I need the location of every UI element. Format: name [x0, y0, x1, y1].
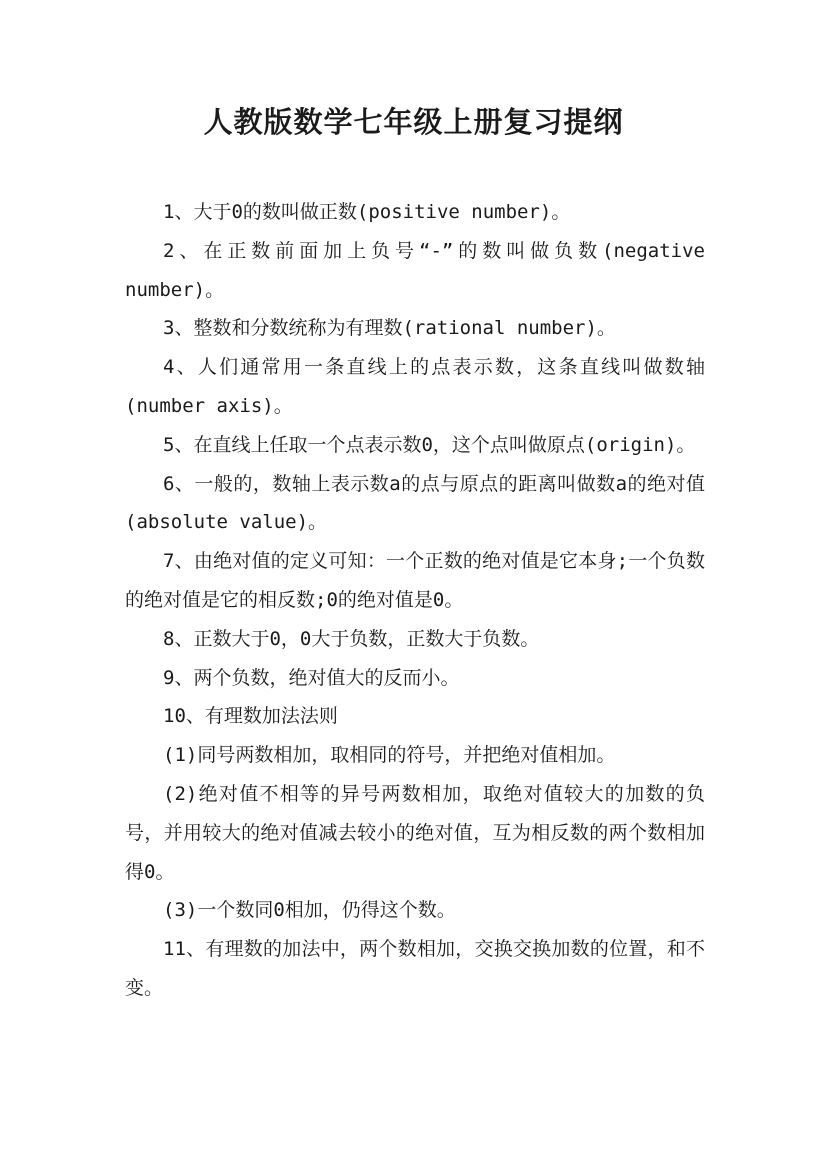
- paragraph-5: 5、在直线上任取一个点表示数0，这个点叫做原点(origin)。: [163, 433, 696, 456]
- paragraph-10-rule-2: (2)绝对值不相等的异号两数相加，取绝对值较大的加数的负号，并用较大的绝对值减去较小的绝对值，互为相反数的两个数相加得0。: [125, 782, 705, 883]
- document-body: [125, 193, 705, 1008]
- paragraph-6: 6、一般的，数轴上表示数a的点与原点的距离叫做数a的绝对值(absolute value)。: [125, 472, 705, 534]
- paragraph-10: 10、有理数加法法则: [163, 705, 338, 728]
- paragraph-9: 9、两个负数，绝对值大的反而小。: [163, 666, 460, 689]
- paragraph-4: 4、人们通常用一条直线上的点表示数，这条直线叫做数轴(number axis)。: [125, 356, 705, 417]
- paragraph-11: 11、有理数的加法中，两个数相加，交换交换加数的位置，和不变。: [125, 938, 705, 999]
- paragraph-8: 8、正数大于0，0大于负数，正数大于负数。: [163, 627, 540, 650]
- paragraph-2: 2、在正数前面加上负号“-”的数叫做负数(negative number)。: [125, 239, 705, 301]
- paragraph-7: 7、由绝对值的定义可知：一个正数的绝对值是它本身;一个负数的绝对值是它的相反数;0的绝对值是0。: [125, 550, 705, 611]
- paragraph-10-rule-1: (1)同号两数相加，取相同的符号，并把绝对值相加。: [163, 744, 616, 767]
- paragraph-10-rule-3: (3)一个数同0相加，仍得这个数。: [163, 899, 456, 922]
- document-title: 人教版数学七年级上册复习提纲: [203, 105, 624, 139]
- paragraph-3: 3、整数和分数统称为有理数(rational number)。: [163, 317, 616, 340]
- paragraph-1: 1、大于0的数叫做正数(positive number)。: [163, 201, 571, 223]
